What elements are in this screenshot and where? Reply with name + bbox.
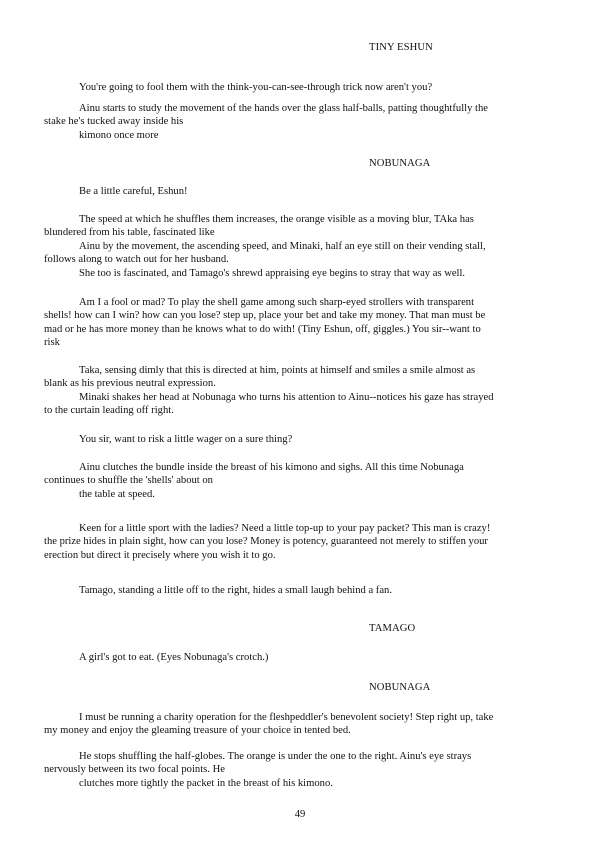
dialogue-paragraph: Keen for a little sport with the ladies? Need a little top-up to your pay packet? This man is crazy! the prize hides in plain sight, how can you lose? Money is potency, guaranteed not merely to stiffen your erection but direct it precisely where you wish it to go.	[44, 523, 491, 561]
page-number: 49	[294, 809, 306, 820]
dialogue-paragraph: Am I a fool or mad? To play the shell game among such sharp-eyed strollers with transparent shells! how can I win? how can you lose? step up, place your bet and take my money. That man must be mad or he has more money than he knows what to do with! (Tiny Eshun, off, giggles.) You sir--want to risk	[44, 297, 486, 349]
speaker-heading: NOBUNAGA	[369, 158, 431, 169]
stage-direction-paragraph: Tamago, standing a little off to the right, hides a small laugh behind a fan.	[79, 585, 392, 596]
stage-direction-paragraph: The speed at which he shuffles them increases, the orange visible as a moving blur, TAka has blundered from his table, fascinated like Ainu by the movement, the ascending speed, and Minaki, half an eye still on their vending stall, follows along to watch out for her husband. She too is fascinated, and Tamago's shrewd appraising eye begins to stray that way as well.	[44, 214, 486, 279]
stage-direction-paragraph: He stops shuffling the half-globes. The orange is under the one to the right. Ainu's eye strays nervously between its two focal points. He clutches more tightly the packet in the breast of his kimono.	[44, 751, 472, 789]
speaker-heading: TINY ESHUN	[369, 42, 433, 53]
speaker-heading: NOBUNAGA	[369, 682, 431, 693]
stage-direction-paragraph: Ainu clutches the bundle inside the breast of his kimono and sighs. All this time Nobunaga continues to shuffle the 'shells' about on the table at speed.	[44, 462, 464, 500]
stage-direction-paragraph: Ainu starts to study the movement of the hands over the glass half-balls, patting thoughtfully the stake he's tucked away inside his kimono once more	[44, 103, 488, 141]
dialogue-paragraph: You're going to fool them with the think-you-can-see-through trick now aren't you?	[79, 82, 433, 93]
dialogue-paragraph: Be a little careful, Eshun!	[79, 186, 188, 197]
speaker-heading: TAMAGO	[369, 623, 416, 634]
dialogue-paragraph: I must be running a charity operation for the fleshpeddler's benevolent society! Step right up, take my money and enjoy the gleaming treasure of your choice in tented bed.	[44, 712, 494, 737]
dialogue-paragraph: A girl's got to eat. (Eyes Nobunaga's crotch.)	[79, 652, 269, 663]
dialogue-paragraph: You sir, want to risk a little wager on a sure thing?	[79, 434, 293, 445]
stage-direction-paragraph: Taka, sensing dimly that this is directed at him, points at himself and smiles a smile almost as blank as his previous neutral expression. Minaki shakes her head at Nobunaga who turns his attention to Ainu--notices his gaze has strayed to the curtain leading off right.	[44, 365, 494, 417]
